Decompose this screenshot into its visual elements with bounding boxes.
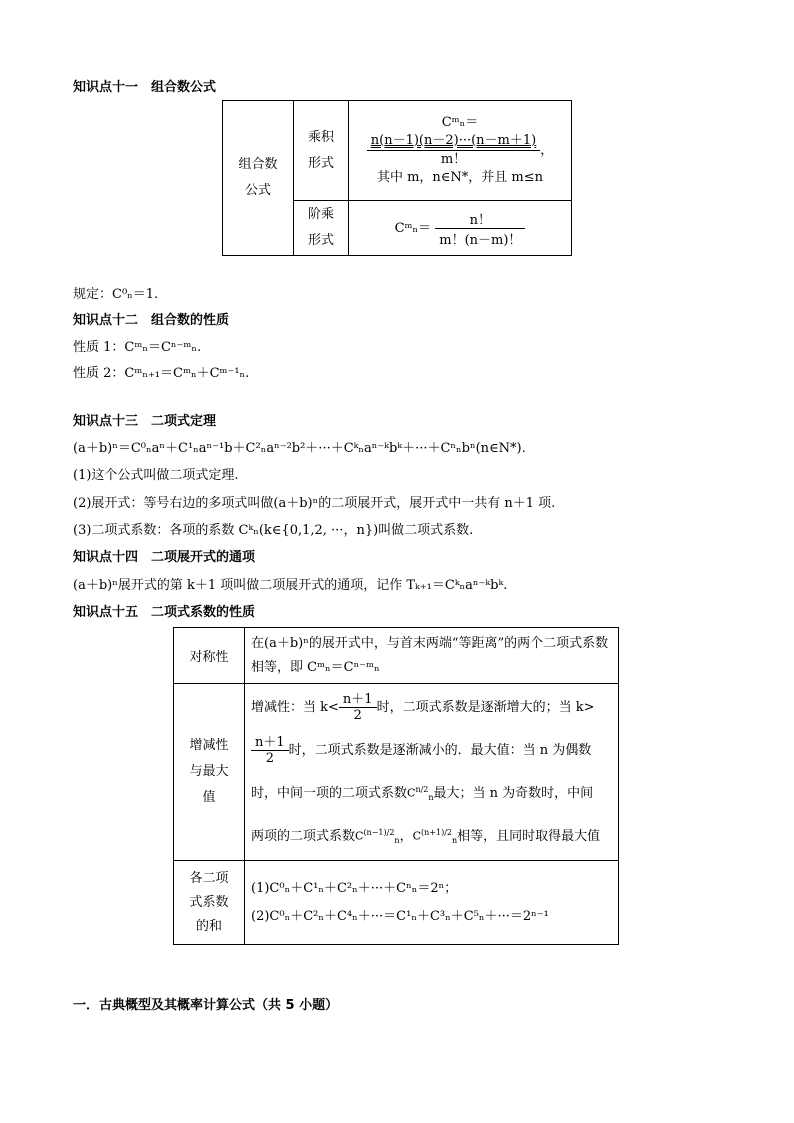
general-term-line: (a＋b)ⁿ展开式的第 k＋1 项叫做二项展开式的通项，记作 Tₖ₊₁＝Cᵏₙaⁿ⁻ᵏbᵏ.	[73, 578, 508, 593]
property-1: 性质 1：Cᵐₙ＝Cⁿ⁻ᵐₙ.	[73, 340, 202, 355]
middle-coefficient-a: $C^{(n-1)/2}_n$	[355, 827, 400, 845]
symmetry-label: 对称性	[174, 628, 245, 684]
rule-line: 规定：C⁰ₙ＝1.	[73, 287, 159, 302]
binomial-properties-table	[173, 627, 619, 945]
product-form-cell: Cᵐₙ＝ $\frac{n(n-1)(n-2)\cdot\cdot\cdot(n-m+1)}{m!}$ ， 其中 m，n∈N*，并且 m≤n	[349, 101, 572, 201]
heading-k13: 知识点十三 二项式定理	[73, 414, 217, 429]
heading-k14: 知识点十四 二项展开式的通项	[73, 550, 256, 565]
product-form-label: 乘积形式	[294, 101, 349, 201]
section-heading: 一．古典概型及其概率计算公式（共 5 小题）	[73, 998, 339, 1013]
heading-k15: 知识点十五 二项式系数的性质	[73, 605, 256, 620]
combination-formula-table	[222, 100, 572, 256]
sum-text: (1)C⁰ₙ＋C¹ₙ＋C²ₙ＋···＋Cⁿₙ＝2ⁿ； (2)C⁰ₙ＋C²ₙ＋C⁴ₙ＋···＝C¹ₙ＋C³ₙ＋C⁵ₙ＋···＝2ⁿ⁻¹	[245, 861, 619, 945]
monotonic-text: 增减性：当 k< $\frac{n+1}{2}$ 时，二项式系数是逐渐增大的；当 k> $\frac{n+1}{2}$ 时，二项式系数是逐渐减小的．最大值：当 n 为偶数 时，中间一项的二项式系数$C^{n/2}_n$最大；当 n 为奇数时，中间 两项的二项式系数$C^{(n-1)/2}_n$，$C^{(n+1)/2}_n$相等，且同时取得最大值	[245, 684, 619, 861]
heading-k11: 知识点十一 组合数公式	[73, 80, 217, 95]
symmetry-text: 在(a＋b)ⁿ的展开式中，与首末两端“等距离”的两个二项式系数相等，即 Cᵐₙ＝Cⁿ⁻ᵐₙ	[245, 628, 619, 684]
table-group-label: 组合数公式	[223, 101, 294, 256]
heading-k12: 知识点十二 组合数的性质	[73, 313, 230, 328]
factorial-form-cell: Cᵐₙ＝ $\frac{n!}{m!(n-m)!}$	[349, 201, 572, 256]
sum-label: 各二项式系数的和	[174, 861, 245, 945]
k13-line-3: (3)二项式系数：各项的系数 Cᵏₙ(k∈{0,1,2, ···，n})叫做二项式系数.	[73, 523, 474, 538]
factorial-form-label: 阶乘形式	[294, 201, 349, 256]
monotonic-label: 增减性与最大值	[174, 684, 245, 861]
binomial-formula: (a＋b)ⁿ＝C⁰ₙaⁿ＋C¹ₙaⁿ⁻¹b＋C²ₙaⁿ⁻²b²＋···＋Cᵏₙaⁿ⁻ᵏbᵏ＋···＋Cⁿₙbⁿ(n∈N*).	[73, 441, 526, 456]
k13-line-1: (1)这个公式叫做二项式定理.	[73, 468, 239, 483]
k13-line-2: (2)展开式：等号右边的多项式叫做(a＋b)ⁿ的二项展开式，展开式中一共有 n＋1 项.	[73, 496, 556, 511]
property-2: 性质 2：Cᵐₙ₊₁＝Cᵐₙ＋Cᵐ⁻¹ₙ.	[73, 366, 250, 381]
middle-coefficient-b: $C^{(n+1)/2}_n$	[412, 827, 458, 845]
middle-coefficient: $C^{n/2}_n$	[407, 784, 434, 802]
